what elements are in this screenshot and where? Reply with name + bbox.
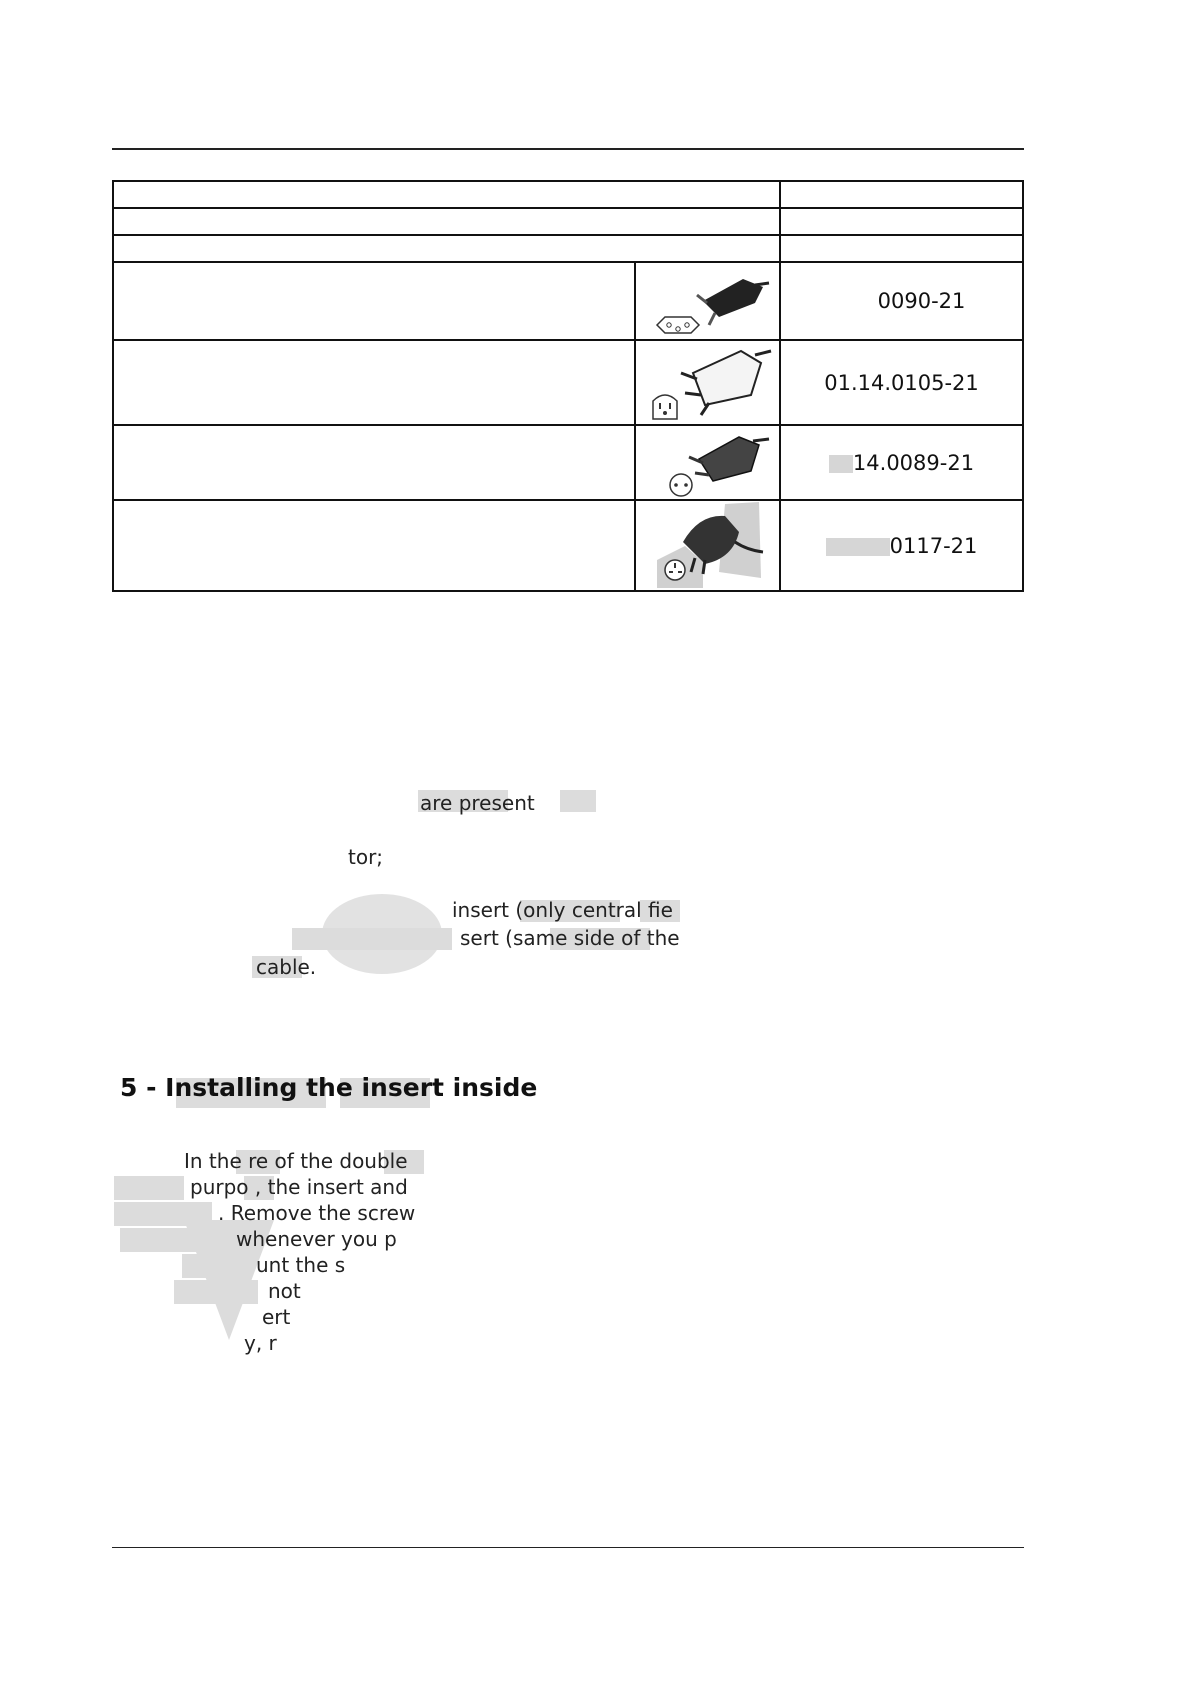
paragraph-line: . Remove the screw [218,1201,416,1225]
description-cell [113,425,635,500]
plug-image-cell [635,500,780,591]
description-cell [113,262,635,340]
table-row [113,425,1023,500]
body-line: cable. [256,955,317,979]
part-code: 0117-21 [826,534,978,558]
plug-type-j-swiss-icon [643,265,773,337]
table-row [113,208,1023,235]
part-code: 0090-21 [877,289,966,313]
table-row [113,340,1023,425]
plug-type-b-us-icon [643,343,773,423]
body-line: are present [420,791,535,815]
paragraph-line: whenever you p [236,1227,397,1251]
paragraph-line: unt the s [256,1253,346,1277]
table-row [113,262,1023,340]
part-code-cell [780,262,1023,340]
redaction-mark [292,928,452,950]
redaction-mark [114,1176,184,1200]
description-cell [113,340,635,425]
paragraph-line: purpo , the insert and [190,1175,408,1199]
paragraph-line: not [268,1279,301,1303]
footer-rule [112,1547,1024,1548]
plug-image-cell [635,262,780,340]
table-row [113,235,1023,262]
plug-parts-table [112,180,1024,592]
body-line: tor; [348,845,384,869]
body-line: sert (same side of the [460,926,680,950]
redaction-mark [560,790,596,812]
part-code: 01.14.0105-21 [824,370,979,395]
part-code-cell [780,425,1023,500]
paragraph-line: In the re of the double [184,1149,408,1173]
plug-image-cell [635,340,780,425]
body-line: insert (only central fie [452,898,673,922]
plug-type-f-schuko-icon [643,427,773,499]
plug-image-cell [635,425,780,500]
table-row [113,500,1023,591]
header-rule [112,148,1024,150]
part-code-cell [780,340,1023,425]
paragraph-line: y, r [244,1331,277,1355]
plug-type-g-uk-icon [643,502,773,590]
paragraph-line: ert [262,1305,291,1329]
part-code-cell [780,500,1023,591]
table-row [113,181,1023,208]
description-cell [113,500,635,591]
section-heading: 5 - Installing the insert inside [120,1073,538,1102]
part-code: 14.0089-21 [829,451,974,475]
